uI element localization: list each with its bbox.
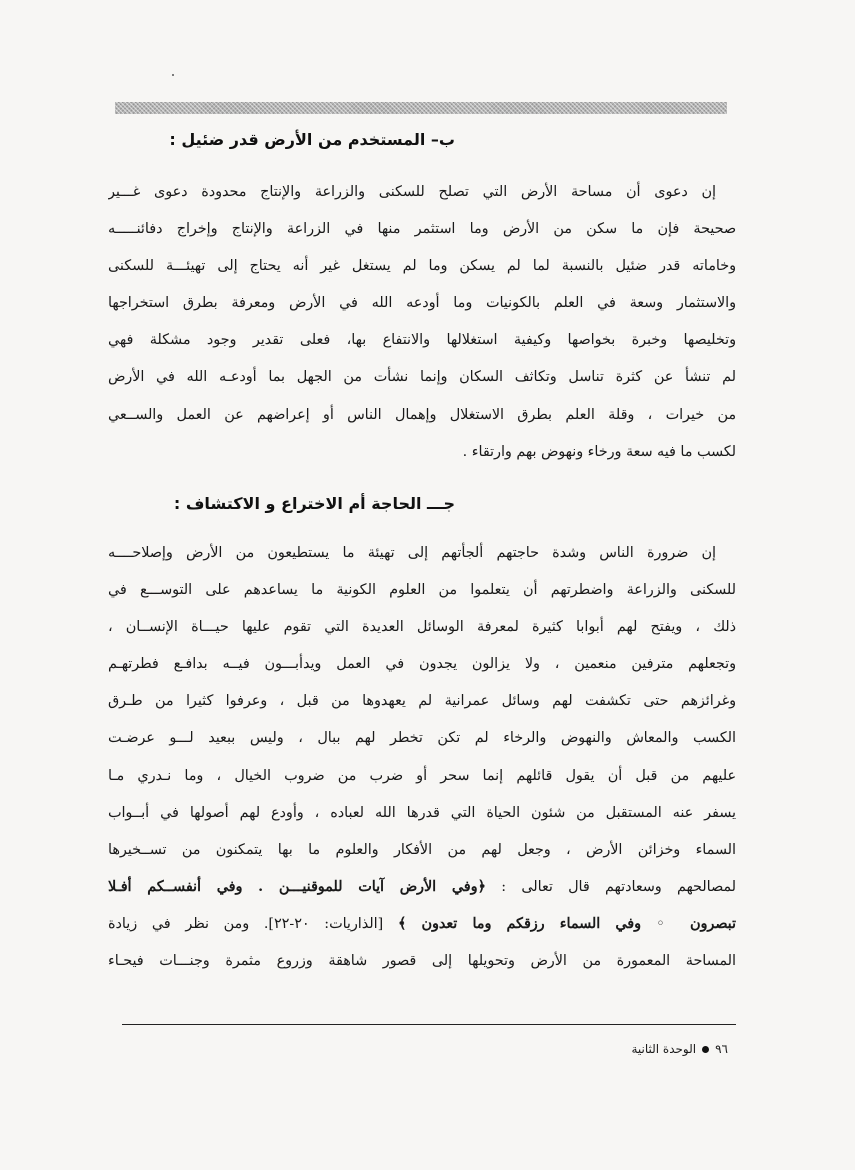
text-line: عليهم من قبل أن يقول قائلهم إنما سحر أو ضرب من ضروب الخيال ، وما نـدري مـا xyxy=(108,767,736,784)
section-b-heading: ب– المستخدم من الأرض قدر ضئيل : xyxy=(169,130,455,149)
text-line: يسفر عنه المستقبل من شئون الحياة التي قدرها الله لعباده ، وأودع لهم أصولها في أبــواب xyxy=(108,804,736,821)
page-speck xyxy=(172,74,174,76)
text-line: ذلك ، ويفتح لهم أبوابا كثيرة لمعرفة الوسائل العديدة التي تقوم عليها حيـــاة الإنســان ، xyxy=(108,619,736,636)
quran-verse-part-2: تبصرون ◦ وفي السماء رزقكم وما تعدون ﴾ xyxy=(397,915,736,932)
bullet-icon xyxy=(702,1046,709,1053)
section-j-heading: جـــ الحاجة أم الاختراع و الاكتشاف : xyxy=(173,494,455,513)
section-j-paragraph xyxy=(108,535,736,980)
text-line: للسكنى والزراعة واضطرتهم أن يتعلموا من العلوم الكونية ما يساعدهم على التوســـع في xyxy=(108,582,736,599)
unit-label: الوحدة الثانية xyxy=(631,1042,697,1056)
text-line: إن دعوى أن مساحة الأرض التي تصلح للسكنى والزراعة والإنتاج محدودة دعوى غـــير xyxy=(108,184,716,200)
text-line: من خيرات ، وقلة العلم بطرق الاستغلال وإهمال الناس أو إعراضهم عن العمل والســعي xyxy=(108,406,736,423)
text-line: السماء وخزائن الأرض ، وجعل لهم من الأفكار والعلوم ما بها يتمكنون من تســخيرها xyxy=(108,841,736,858)
section-b-paragraph xyxy=(108,174,736,471)
page-footer xyxy=(631,1042,728,1056)
text-line: وتخليصها وخبرة بخواصها وكيفية استغلالها والانتفاع بها، فعلى تقدير وجود مشكلة فهي xyxy=(108,332,736,349)
text-line: وغرائزهم حتى تكشفت لهم وسائل عمرانية لم يعهدوها من قبل ، وعرفوا كثيرا من طـرق xyxy=(108,693,736,710)
text-line: لكسب ما فيه سعة ورخاء ونهوض بهم وارتقاء . xyxy=(462,443,736,460)
text-line: لم تنشأ عن كثرة تناسل وتكاثف السكان وإنما نشأت من الجهل بما أودعـه الله في الأرض xyxy=(108,369,736,386)
text-line: المساحة المعمورة من الأرض وتحويلها إلى قصور شاهقة وزروع مثمرة وجنـــات فيحـاء xyxy=(108,953,736,970)
quran-reference: [الذاريات: ٢٠-٢٢]. ومن نظر في زيادة xyxy=(108,915,384,932)
quran-verse-part-1: ﴿وفي الأرض آيات للموقنيـــن . وفي أنفســكم أفـلا xyxy=(108,878,486,895)
quote-intro: لمصالحهم وسعادتهم قال تعالى : xyxy=(501,878,736,895)
footer-rule xyxy=(122,1024,736,1025)
text-line: وتجعلهم مترفين منعمين ، ولا يزالون يجدون في العمل ويدأبـــون فيــه بدافـع فطرتهـم xyxy=(108,656,736,673)
text-line: وخاماته قدر ضئيل بالنسبة لما لم يسكن وما لم يستغل غير أنه يحتاج إلى تهيئـــة للسكنى xyxy=(108,258,736,275)
text-line: إن ضرورة الناس وشدة حاجتهم ألجأتهم إلى تهيئة ما يستطيعون من الأرض وإصلاحــــه xyxy=(108,545,716,561)
quran-quote-line-2 xyxy=(108,906,736,943)
text-line: والاستثمار وسعة في العلم بالكونيات وما أودعه الله في الأرض ومعرفة بطرق استخراجها xyxy=(108,295,736,312)
page-number: ٩٦ xyxy=(715,1042,728,1056)
text-line: صحيحة فإن ما سكن من الأرض وما استثمر منها في الزراعة والإنتاج وإخراج دفائنـــــه xyxy=(108,221,736,238)
text-line: الكسب والمعاش والنهوض والرخاء لم تكن تخطر لهم ببال ، وليس ببعيد لـــو عرضـت xyxy=(108,730,736,747)
quran-quote-line-1 xyxy=(108,869,736,906)
top-decorative-bar xyxy=(115,102,727,114)
